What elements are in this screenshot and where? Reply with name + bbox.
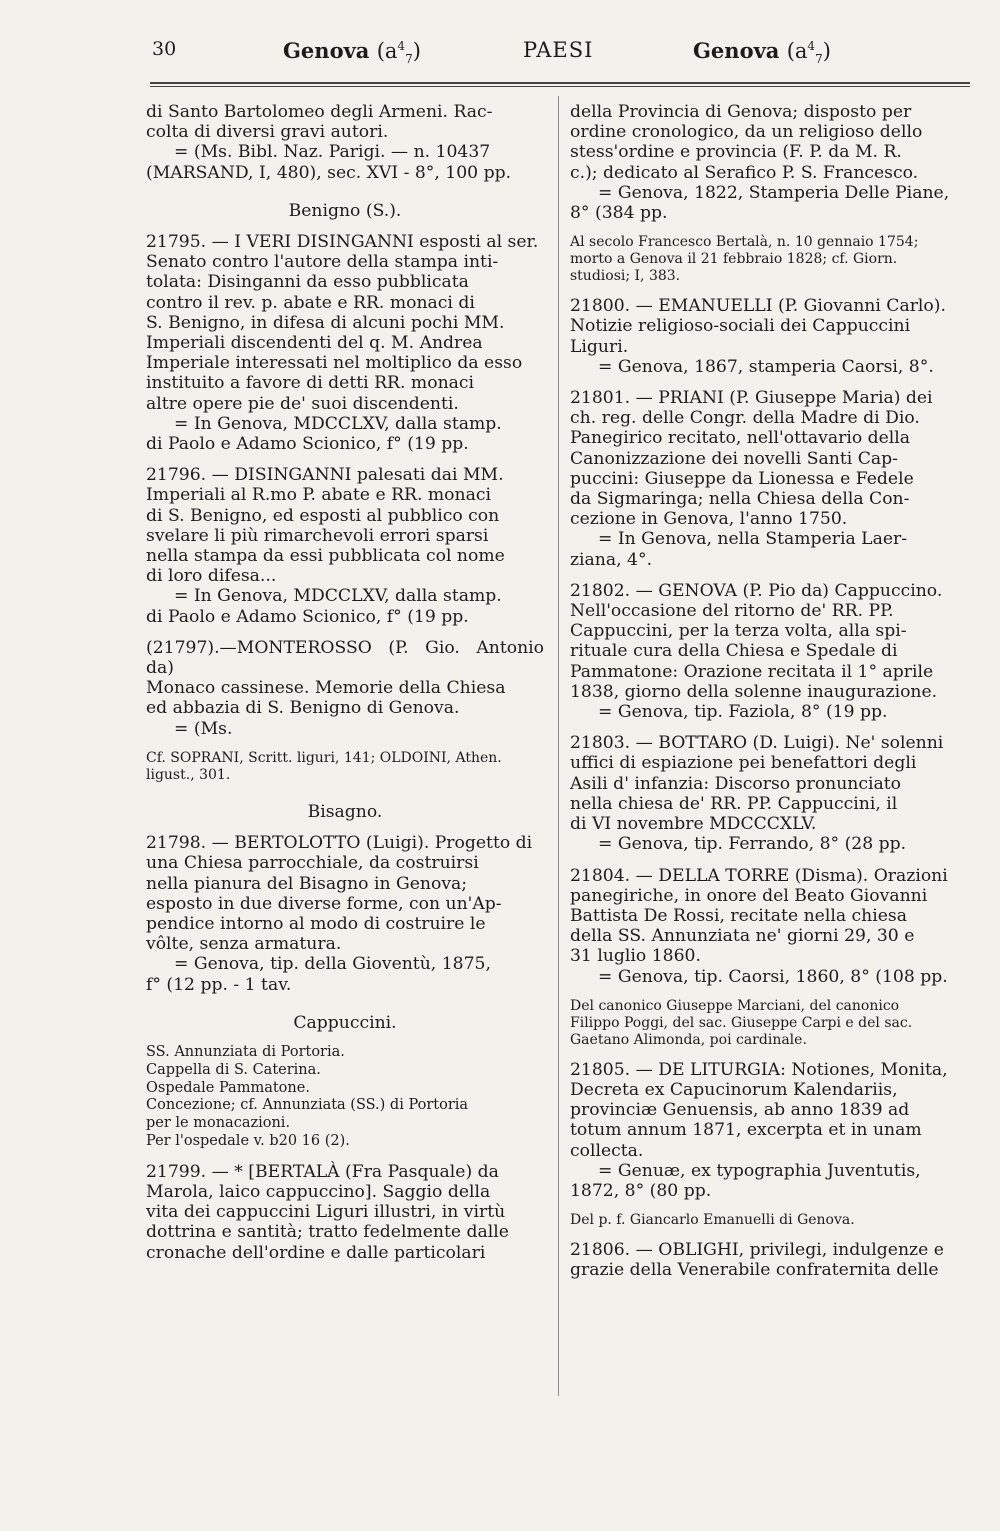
running-head-right bbox=[693, 38, 831, 66]
header-rule-thick bbox=[150, 82, 970, 84]
cross-reference: Per l'ospedale v. b20 16 (2). bbox=[146, 1132, 350, 1149]
text-line: Marola, laico cappuccino]. Saggio della bbox=[146, 1181, 491, 1202]
text-line: = In Genova, nella Stamperia Laer- bbox=[598, 529, 908, 550]
text-line: pendice intorno al modo di costruire le bbox=[146, 913, 486, 934]
running-head-left-close: ) bbox=[412, 39, 421, 63]
page-number: 30 bbox=[152, 38, 177, 60]
text-line: Notizie religioso-sociali dei Cappuccini bbox=[570, 316, 911, 337]
running-head-center: PAESI bbox=[523, 38, 594, 62]
text-line: di S. Benigno, ed esposti al pubblico con bbox=[146, 505, 500, 526]
text-line: f° (12 pp. - 1 tav. bbox=[146, 974, 292, 995]
text-line: = (Ms. bbox=[174, 718, 233, 739]
running-head-right-close: ) bbox=[822, 39, 831, 63]
entry-line: 21802. — GENOVA (P. Pio da) Cappuccino. bbox=[570, 580, 943, 601]
text-line: cezione in Genova, l'anno 1750. bbox=[570, 509, 848, 530]
text-line: di VI novembre MDCCCXLV. bbox=[570, 814, 817, 835]
text-line: colta di diversi gravi autori. bbox=[146, 122, 389, 143]
text-line: Asili d' infanzia: Discorso pronunciato bbox=[570, 773, 901, 794]
note-line: Al secolo Francesco Bertalà, n. 10 gennaio 1754; bbox=[570, 234, 919, 251]
section-heading: Benigno (S.). bbox=[288, 200, 402, 221]
text-line: Imperiale interessati nel moltiplico da esso bbox=[146, 353, 523, 374]
text-line: ordine cronologico, da un religioso dello bbox=[570, 122, 923, 143]
text-line: nella stampa da essi pubblicata col nome bbox=[146, 546, 505, 567]
text-line: di Paolo e Adamo Scionico, f° (19 pp. bbox=[146, 434, 469, 455]
running-head-right-sub2: 7 bbox=[815, 52, 823, 67]
text-line: cronache dell'ordine e dalle particolari bbox=[146, 1242, 486, 1263]
text-line: instituito a favore di detti RR. monaci bbox=[146, 373, 475, 394]
cross-reference: Cappella di S. Caterina. bbox=[146, 1061, 321, 1078]
text-line: svelare li più rimarchevoli errori sparsi bbox=[146, 525, 489, 546]
text-line: Decreta ex Capucinorum Kalendariis, bbox=[570, 1079, 898, 1100]
text-line: uffici di espiazione pei benefattori degli bbox=[570, 753, 917, 774]
text-line: Canonizzazione dei novelli Santi Cap- bbox=[570, 448, 898, 469]
entry-line: 21804. — DELLA TORRE (Disma). Orazioni bbox=[570, 865, 948, 886]
entry-line: 21799. — * [BERTALÀ (Fra Pasquale) da bbox=[146, 1161, 499, 1182]
text-line: da Sigmaringa; nella Chiesa della Con- bbox=[570, 489, 910, 510]
text-line: nella pianura del Bisagno in Genova; bbox=[146, 873, 468, 894]
cross-reference: SS. Annunziata di Portoria. bbox=[146, 1043, 345, 1060]
text-line: della Provincia di Genova; disposto per bbox=[570, 102, 912, 122]
entry-line: 21805. — DE LITURGIA: Notiones, Monita, bbox=[570, 1059, 948, 1080]
text-line: vôlte, senza armatura. bbox=[146, 934, 342, 955]
note-line: ligust., 301. bbox=[146, 766, 231, 783]
note-line: Gaetano Alimonda, poi cardinale. bbox=[570, 1031, 807, 1048]
text-line: Cappuccini, per la terza volta, alla spi- bbox=[570, 621, 907, 642]
text-line: collecta. bbox=[570, 1140, 644, 1161]
entry-line: 21798. — BERTOLOTTO (Luigi). Progetto di bbox=[146, 833, 533, 854]
entry-line: 21795. — I VERI DISINGANNI esposti al ser. bbox=[146, 232, 539, 253]
text-line: = Genova, tip. Caorsi, 1860, 8° (108 pp. bbox=[598, 966, 948, 987]
entry-line: 21801. — PRIANI (P. Giuseppe Maria) dei bbox=[570, 388, 933, 409]
text-line: contro il rev. p. abate e RR. monaci di bbox=[146, 292, 475, 313]
running-head-left-sub2: 7 bbox=[405, 52, 413, 67]
text-line: ziana, 4°. bbox=[570, 549, 653, 570]
text-line: altre opere pie de' suoi discendenti. bbox=[146, 393, 459, 414]
text-line: = Genova, 1867, stamperia Caorsi, 8°. bbox=[598, 356, 934, 377]
text-line: 8° (384 pp. bbox=[570, 203, 668, 224]
running-head-right-sub: (a bbox=[786, 39, 808, 63]
note-line: Cf. SOPRANI, Scritt. liguri, 141; OLDOINI, Athen. bbox=[146, 749, 502, 766]
text-line: dottrina e santità; tratto fedelmente dalle bbox=[146, 1222, 509, 1243]
text-line: = In Genova, MDCCLXV, dalla stamp. bbox=[174, 586, 502, 607]
running-head-left-sub: (a bbox=[376, 39, 398, 63]
column-divider bbox=[558, 96, 559, 1396]
text-line: = (Ms. Bibl. Naz. Parigi. — n. 10437 bbox=[174, 142, 491, 163]
text-line: di Santo Bartolomeo degli Armeni. Rac- bbox=[146, 102, 493, 122]
section-heading: Bisagno. bbox=[307, 801, 383, 822]
text-line: stess'ordine e provincia (F. P. da M. R. bbox=[570, 142, 902, 163]
left-column bbox=[146, 102, 544, 1263]
entry-line: 21796. — DISINGANNI palesati dai MM. bbox=[146, 465, 504, 486]
text-line: = Genuæ, ex typographia Juventutis, bbox=[598, 1160, 921, 1181]
text-line: = Genova, tip. Faziola, 8° (19 pp. bbox=[598, 702, 888, 723]
text-line: (MARSAND, I, 480), sec. XVI - 8°, 100 pp. bbox=[146, 162, 512, 183]
text-line: ch. reg. delle Congr. della Madre di Dio. bbox=[570, 408, 920, 429]
text-line: rituale cura della Chiesa e Spedale di bbox=[570, 641, 898, 662]
text-line: Imperiali discendenti del q. M. Andrea bbox=[146, 333, 483, 354]
text-line: provinciæ Genuensis, ab anno 1839 ad bbox=[570, 1100, 910, 1121]
text-line: Liguri. bbox=[570, 336, 629, 357]
text-line: puccini: Giuseppe da Lionessa e Fedele bbox=[570, 468, 914, 489]
text-line: nella chiesa de' RR. PP. Cappuccini, il bbox=[570, 793, 898, 814]
note-line: Filippo Poggi, del sac. Giuseppe Carpi e del sac. bbox=[570, 1014, 913, 1031]
text-line: = Genova, tip. Ferrando, 8° (28 pp. bbox=[598, 834, 907, 855]
text-line: vita dei cappuccini Liguri illustri, in virtù bbox=[146, 1202, 506, 1223]
text-line: Panegirico recitato, nell'ottavario della bbox=[570, 428, 911, 449]
running-head-left-title: Genova bbox=[283, 38, 370, 63]
text-line: 1838, giorno della solenne inaugurazione. bbox=[570, 681, 938, 702]
cross-reference: per le monacazioni. bbox=[146, 1115, 291, 1132]
text-line: S. Benigno, in difesa di alcuni pochi MM. bbox=[146, 312, 505, 333]
text-line: della SS. Annunziata ne' giorni 29, 30 e bbox=[570, 926, 915, 947]
text-line: 1872, 8° (80 pp. bbox=[570, 1180, 712, 1201]
text-line: Imperiali al R.mo P. abate e RR. monaci bbox=[146, 485, 491, 506]
running-head-left-sup: 4 bbox=[397, 39, 406, 53]
text-line: tolata: Disinganni da esso pubblicata bbox=[146, 272, 469, 293]
entry-line: (21797).—MONTEROSSO (P. Gio. Antonio da) bbox=[146, 637, 544, 679]
text-line: Senato contro l'autore della stampa inti- bbox=[146, 252, 499, 273]
text-line: una Chiesa parrocchiale, da costruirsi bbox=[146, 853, 479, 874]
text-line: Pammatone: Orazione recitata il 1° aprile bbox=[570, 661, 934, 682]
note-line: studiosi; I, 383. bbox=[570, 268, 681, 285]
running-head-right-sup: 4 bbox=[807, 39, 816, 53]
text-line: = Genova, tip. della Gioventù, 1875, bbox=[174, 954, 491, 975]
text-line: di loro difesa... bbox=[146, 566, 277, 587]
text-line: = In Genova, MDCCLXV, dalla stamp. bbox=[174, 413, 502, 434]
entry-line: 21803. — BOTTARO (D. Luigi). Ne' solenni bbox=[570, 733, 944, 754]
note-line: Del p. f. Giancarlo Emanuelli di Genova. bbox=[570, 1212, 855, 1229]
text-line: panegiriche, in onore del Beato Giovanni bbox=[570, 885, 928, 906]
running-head-right-title: Genova bbox=[693, 38, 780, 63]
text-line: Monaco cassinese. Memorie della Chiesa bbox=[146, 678, 506, 699]
cross-reference: Ospedale Pammatone. bbox=[146, 1079, 310, 1096]
text-line: Nell'occasione del ritorno de' RR. PP. bbox=[570, 601, 894, 622]
text-line: = Genova, 1822, Stamperia Delle Piane, bbox=[598, 182, 950, 203]
text-line: grazie della Venerabile confraternita delle bbox=[570, 1260, 939, 1281]
text-line: 31 luglio 1860. bbox=[570, 946, 701, 967]
note-line: morto a Genova il 21 febbraio 1828; cf. Giorn. bbox=[570, 251, 898, 268]
note-line: Del canonico Giuseppe Marciani, del canonico bbox=[570, 997, 900, 1014]
text-line: Battista De Rossi, recitate nella chiesa bbox=[570, 905, 907, 926]
header-rule-thin bbox=[150, 86, 970, 87]
right-column bbox=[570, 102, 965, 1281]
page-header bbox=[140, 38, 970, 78]
entry-line: 21800. — EMANUELLI (P. Giovanni Carlo). bbox=[570, 296, 946, 317]
text-line: ed abbazia di S. Benigno di Genova. bbox=[146, 698, 460, 719]
text-line: esposto in due diverse forme, con un'Ap- bbox=[146, 893, 502, 914]
text-line: totum annum 1871, excerpta et in unam bbox=[570, 1120, 922, 1141]
text-line: di Paolo e Adamo Scionico, f° (19 pp. bbox=[146, 606, 469, 627]
text-line: c.); dedicato al Serafico P. S. Francesco. bbox=[570, 162, 919, 183]
cross-reference: Concezione; cf. Annunziata (SS.) di Portoria bbox=[146, 1097, 469, 1114]
section-heading: Cappuccini. bbox=[293, 1012, 397, 1033]
running-head-left bbox=[283, 38, 421, 66]
entry-line: 21806. — OBLIGHI, privilegi, indulgenze e bbox=[570, 1240, 944, 1261]
